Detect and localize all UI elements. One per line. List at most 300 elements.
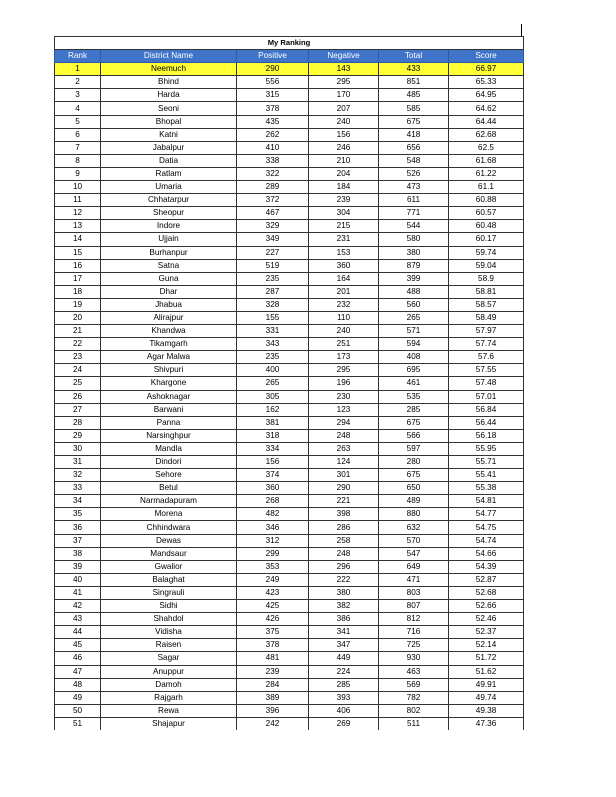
negative-cell: 347 xyxy=(309,639,379,652)
negative-cell: 221 xyxy=(309,495,379,508)
rank-cell: 32 xyxy=(55,469,101,482)
negative-cell: 296 xyxy=(309,560,379,573)
table-row xyxy=(55,547,524,560)
district-name-cell: Bhind xyxy=(101,76,237,89)
total-cell: 879 xyxy=(379,259,449,272)
table-row xyxy=(55,246,524,259)
negative-cell: 382 xyxy=(309,600,379,613)
rank-cell: 30 xyxy=(55,442,101,455)
district-name-cell: Singrauli xyxy=(101,586,237,599)
district-name-cell: Harda xyxy=(101,89,237,102)
positive-cell: 396 xyxy=(237,704,309,717)
total-cell: 695 xyxy=(379,364,449,377)
rank-cell: 12 xyxy=(55,207,101,220)
total-cell: 265 xyxy=(379,311,449,324)
total-cell: 461 xyxy=(379,377,449,390)
score-cell: 61.22 xyxy=(449,167,524,180)
score-cell: 54.39 xyxy=(449,560,524,573)
score-cell: 61.68 xyxy=(449,154,524,167)
district-name-cell: Shajapur xyxy=(101,717,237,730)
district-name-cell: Panna xyxy=(101,416,237,429)
score-cell: 59.04 xyxy=(449,259,524,272)
district-name-cell: Seoni xyxy=(101,102,237,115)
negative-cell: 240 xyxy=(309,325,379,338)
total-cell: 725 xyxy=(379,639,449,652)
negative-cell: 170 xyxy=(309,89,379,102)
score-cell: 51.72 xyxy=(449,652,524,665)
score-cell: 54.66 xyxy=(449,547,524,560)
total-cell: 569 xyxy=(379,678,449,691)
total-cell: 851 xyxy=(379,76,449,89)
total-cell: 930 xyxy=(379,652,449,665)
district-name-cell: Rewa xyxy=(101,704,237,717)
rank-cell: 13 xyxy=(55,220,101,233)
negative-cell: 285 xyxy=(309,678,379,691)
score-cell: 52.87 xyxy=(449,573,524,586)
total-cell: 675 xyxy=(379,416,449,429)
score-cell: 64.44 xyxy=(449,115,524,128)
positive-cell: 249 xyxy=(237,573,309,586)
rank-cell: 26 xyxy=(55,390,101,403)
table-row xyxy=(55,207,524,220)
negative-cell: 393 xyxy=(309,691,379,704)
rank-cell: 14 xyxy=(55,233,101,246)
total-cell: 580 xyxy=(379,233,449,246)
district-name-cell: Sheopur xyxy=(101,207,237,220)
positive-cell: 290 xyxy=(237,63,309,76)
table-row xyxy=(55,403,524,416)
table-row xyxy=(55,665,524,678)
district-name-cell: Vidisha xyxy=(101,626,237,639)
negative-cell: 263 xyxy=(309,442,379,455)
rank-cell: 31 xyxy=(55,456,101,469)
negative-cell: 286 xyxy=(309,521,379,534)
positive-cell: 331 xyxy=(237,325,309,338)
rank-cell: 2 xyxy=(55,76,101,89)
header-negative: Negative xyxy=(309,50,379,63)
negative-cell: 386 xyxy=(309,613,379,626)
rank-cell: 4 xyxy=(55,102,101,115)
rank-cell: 47 xyxy=(55,665,101,678)
positive-cell: 155 xyxy=(237,311,309,324)
table-row xyxy=(55,482,524,495)
score-cell: 54.77 xyxy=(449,508,524,521)
positive-cell: 305 xyxy=(237,390,309,403)
negative-cell: 110 xyxy=(309,311,379,324)
negative-cell: 232 xyxy=(309,298,379,311)
score-cell: 56.18 xyxy=(449,429,524,442)
table-row xyxy=(55,233,524,246)
score-cell: 52.66 xyxy=(449,600,524,613)
negative-cell: 207 xyxy=(309,102,379,115)
negative-cell: 449 xyxy=(309,652,379,665)
district-name-cell: Sagar xyxy=(101,652,237,665)
district-name-cell: Raisen xyxy=(101,639,237,652)
total-cell: 399 xyxy=(379,272,449,285)
positive-cell: 318 xyxy=(237,429,309,442)
rank-cell: 44 xyxy=(55,626,101,639)
table-row xyxy=(55,167,524,180)
table-row xyxy=(55,351,524,364)
table-title: My Ranking xyxy=(55,37,524,50)
positive-cell: 312 xyxy=(237,534,309,547)
score-cell: 58.9 xyxy=(449,272,524,285)
district-name-cell: Shivpuri xyxy=(101,364,237,377)
positive-cell: 284 xyxy=(237,678,309,691)
negative-cell: 294 xyxy=(309,416,379,429)
rank-cell: 35 xyxy=(55,508,101,521)
negative-cell: 290 xyxy=(309,482,379,495)
rank-cell: 46 xyxy=(55,652,101,665)
score-cell: 65.33 xyxy=(449,76,524,89)
district-name-cell: Ratlam xyxy=(101,167,237,180)
rank-cell: 39 xyxy=(55,560,101,573)
negative-cell: 360 xyxy=(309,259,379,272)
negative-cell: 210 xyxy=(309,154,379,167)
district-name-cell: Morena xyxy=(101,508,237,521)
positive-cell: 467 xyxy=(237,207,309,220)
district-name-cell: Guna xyxy=(101,272,237,285)
rank-cell: 33 xyxy=(55,482,101,495)
rank-cell: 5 xyxy=(55,115,101,128)
score-cell: 57.6 xyxy=(449,351,524,364)
district-name-cell: Neemuch xyxy=(101,63,237,76)
score-cell: 54.74 xyxy=(449,534,524,547)
table-row xyxy=(55,298,524,311)
rank-cell: 29 xyxy=(55,429,101,442)
positive-cell: 287 xyxy=(237,285,309,298)
score-cell: 49.74 xyxy=(449,691,524,704)
positive-cell: 315 xyxy=(237,89,309,102)
score-cell: 54.81 xyxy=(449,495,524,508)
rank-cell: 28 xyxy=(55,416,101,429)
district-name-cell: Dewas xyxy=(101,534,237,547)
total-cell: 803 xyxy=(379,586,449,599)
district-name-cell: Jhabua xyxy=(101,298,237,311)
positive-cell: 227 xyxy=(237,246,309,259)
table-row xyxy=(55,652,524,665)
score-cell: 49.91 xyxy=(449,678,524,691)
negative-cell: 295 xyxy=(309,364,379,377)
negative-cell: 164 xyxy=(309,272,379,285)
total-cell: 473 xyxy=(379,181,449,194)
negative-cell: 240 xyxy=(309,115,379,128)
table-row xyxy=(55,141,524,154)
district-name-cell: Mandsaur xyxy=(101,547,237,560)
positive-cell: 378 xyxy=(237,639,309,652)
positive-cell: 343 xyxy=(237,338,309,351)
positive-cell: 235 xyxy=(237,272,309,285)
table-row xyxy=(55,678,524,691)
negative-cell: 251 xyxy=(309,338,379,351)
positive-cell: 556 xyxy=(237,76,309,89)
total-cell: 547 xyxy=(379,547,449,560)
district-name-cell: Sidhi xyxy=(101,600,237,613)
score-cell: 52.14 xyxy=(449,639,524,652)
positive-cell: 389 xyxy=(237,691,309,704)
district-name-cell: Satna xyxy=(101,259,237,272)
positive-cell: 360 xyxy=(237,482,309,495)
table-row xyxy=(55,259,524,272)
total-cell: 511 xyxy=(379,717,449,730)
score-cell: 66.97 xyxy=(449,63,524,76)
negative-cell: 239 xyxy=(309,194,379,207)
table-row xyxy=(55,495,524,508)
rank-cell: 20 xyxy=(55,311,101,324)
total-cell: 571 xyxy=(379,325,449,338)
score-cell: 64.95 xyxy=(449,89,524,102)
positive-cell: 435 xyxy=(237,115,309,128)
rank-cell: 23 xyxy=(55,351,101,364)
negative-cell: 215 xyxy=(309,220,379,233)
total-cell: 489 xyxy=(379,495,449,508)
district-name-cell: Khandwa xyxy=(101,325,237,338)
positive-cell: 519 xyxy=(237,259,309,272)
table-row xyxy=(55,154,524,167)
score-cell: 55.71 xyxy=(449,456,524,469)
header-positive: Positive xyxy=(237,50,309,63)
total-cell: 716 xyxy=(379,626,449,639)
rank-cell: 1 xyxy=(55,63,101,76)
total-cell: 880 xyxy=(379,508,449,521)
total-cell: 408 xyxy=(379,351,449,364)
positive-cell: 239 xyxy=(237,665,309,678)
header-district-name: District Name xyxy=(101,50,237,63)
total-cell: 560 xyxy=(379,298,449,311)
table-row xyxy=(55,442,524,455)
table-row xyxy=(55,102,524,115)
positive-cell: 425 xyxy=(237,600,309,613)
district-name-cell: Anuppur xyxy=(101,665,237,678)
district-name-cell: Dindori xyxy=(101,456,237,469)
total-cell: 544 xyxy=(379,220,449,233)
table-row xyxy=(55,717,524,730)
negative-cell: 184 xyxy=(309,181,379,194)
total-cell: 585 xyxy=(379,102,449,115)
table-row xyxy=(55,429,524,442)
score-cell: 52.37 xyxy=(449,626,524,639)
district-name-cell: Umaria xyxy=(101,181,237,194)
negative-cell: 258 xyxy=(309,534,379,547)
table-row xyxy=(55,128,524,141)
positive-cell: 329 xyxy=(237,220,309,233)
total-cell: 807 xyxy=(379,600,449,613)
table-row xyxy=(55,469,524,482)
total-cell: 535 xyxy=(379,390,449,403)
total-cell: 380 xyxy=(379,246,449,259)
table-row xyxy=(55,626,524,639)
table-row xyxy=(55,364,524,377)
score-cell: 55.41 xyxy=(449,469,524,482)
district-name-cell: Ujjain xyxy=(101,233,237,246)
positive-cell: 262 xyxy=(237,128,309,141)
score-cell: 57.48 xyxy=(449,377,524,390)
negative-cell: 341 xyxy=(309,626,379,639)
district-name-cell: Ashoknagar xyxy=(101,390,237,403)
positive-cell: 265 xyxy=(237,377,309,390)
table-row xyxy=(55,456,524,469)
total-cell: 526 xyxy=(379,167,449,180)
district-name-cell: Rajgarh xyxy=(101,691,237,704)
district-name-cell: Agar Malwa xyxy=(101,351,237,364)
rank-cell: 38 xyxy=(55,547,101,560)
total-cell: 280 xyxy=(379,456,449,469)
score-cell: 47.36 xyxy=(449,717,524,730)
table-row xyxy=(55,311,524,324)
rank-cell: 51 xyxy=(55,717,101,730)
total-cell: 566 xyxy=(379,429,449,442)
score-cell: 61.1 xyxy=(449,181,524,194)
score-cell: 58.49 xyxy=(449,311,524,324)
score-cell: 52.46 xyxy=(449,613,524,626)
table-row xyxy=(55,63,524,76)
negative-cell: 201 xyxy=(309,285,379,298)
positive-cell: 289 xyxy=(237,181,309,194)
positive-cell: 162 xyxy=(237,403,309,416)
header-rank: Rank xyxy=(55,50,101,63)
negative-cell: 123 xyxy=(309,403,379,416)
positive-cell: 375 xyxy=(237,626,309,639)
rank-cell: 50 xyxy=(55,704,101,717)
positive-cell: 481 xyxy=(237,652,309,665)
district-name-cell: Dhar xyxy=(101,285,237,298)
rank-cell: 25 xyxy=(55,377,101,390)
total-cell: 812 xyxy=(379,613,449,626)
total-cell: 548 xyxy=(379,154,449,167)
total-cell: 471 xyxy=(379,573,449,586)
district-name-cell: Khargone xyxy=(101,377,237,390)
district-name-cell: Shahdol xyxy=(101,613,237,626)
total-cell: 485 xyxy=(379,89,449,102)
rank-cell: 41 xyxy=(55,586,101,599)
table-row xyxy=(55,194,524,207)
score-cell: 58.57 xyxy=(449,298,524,311)
rank-cell: 34 xyxy=(55,495,101,508)
district-name-cell: Chhatarpur xyxy=(101,194,237,207)
table-row xyxy=(55,181,524,194)
positive-cell: 372 xyxy=(237,194,309,207)
score-cell: 52.68 xyxy=(449,586,524,599)
negative-cell: 248 xyxy=(309,429,379,442)
positive-cell: 235 xyxy=(237,351,309,364)
total-cell: 656 xyxy=(379,141,449,154)
score-cell: 55.95 xyxy=(449,442,524,455)
table-row xyxy=(55,600,524,613)
district-name-cell: Indore xyxy=(101,220,237,233)
rank-cell: 9 xyxy=(55,167,101,180)
score-cell: 57.01 xyxy=(449,390,524,403)
score-cell: 56.84 xyxy=(449,403,524,416)
positive-cell: 423 xyxy=(237,586,309,599)
rank-cell: 45 xyxy=(55,639,101,652)
rank-cell: 16 xyxy=(55,259,101,272)
total-cell: 488 xyxy=(379,285,449,298)
district-name-cell: Chhindwara xyxy=(101,521,237,534)
score-cell: 62.68 xyxy=(449,128,524,141)
total-cell: 782 xyxy=(379,691,449,704)
score-cell: 51.62 xyxy=(449,665,524,678)
district-name-cell: Sehore xyxy=(101,469,237,482)
score-cell: 59.74 xyxy=(449,246,524,259)
total-cell: 285 xyxy=(379,403,449,416)
header-score: Score xyxy=(449,50,524,63)
positive-cell: 242 xyxy=(237,717,309,730)
district-name-cell: Bhopal xyxy=(101,115,237,128)
rank-cell: 43 xyxy=(55,613,101,626)
negative-cell: 204 xyxy=(309,167,379,180)
score-cell: 57.97 xyxy=(449,325,524,338)
total-cell: 650 xyxy=(379,482,449,495)
total-cell: 632 xyxy=(379,521,449,534)
positive-cell: 338 xyxy=(237,154,309,167)
table-row xyxy=(55,76,524,89)
total-cell: 675 xyxy=(379,469,449,482)
table-row xyxy=(55,508,524,521)
district-name-cell: Narsinghpur xyxy=(101,429,237,442)
total-cell: 611 xyxy=(379,194,449,207)
table-row xyxy=(55,639,524,652)
score-cell: 58.81 xyxy=(449,285,524,298)
score-cell: 60.88 xyxy=(449,194,524,207)
table-row xyxy=(55,89,524,102)
positive-cell: 374 xyxy=(237,469,309,482)
rank-cell: 48 xyxy=(55,678,101,691)
table-header-row xyxy=(55,50,524,63)
negative-cell: 295 xyxy=(309,76,379,89)
ranking-table-container xyxy=(54,36,523,730)
negative-cell: 246 xyxy=(309,141,379,154)
total-cell: 433 xyxy=(379,63,449,76)
positive-cell: 378 xyxy=(237,102,309,115)
district-name-cell: Betul xyxy=(101,482,237,495)
negative-cell: 153 xyxy=(309,246,379,259)
positive-cell: 346 xyxy=(237,521,309,534)
total-cell: 463 xyxy=(379,665,449,678)
negative-cell: 143 xyxy=(309,63,379,76)
ranking-table xyxy=(54,36,524,730)
score-cell: 60.17 xyxy=(449,233,524,246)
positive-cell: 353 xyxy=(237,560,309,573)
score-cell: 57.74 xyxy=(449,338,524,351)
rank-cell: 3 xyxy=(55,89,101,102)
score-cell: 54.75 xyxy=(449,521,524,534)
negative-cell: 222 xyxy=(309,573,379,586)
positive-cell: 299 xyxy=(237,547,309,560)
district-name-cell: Mandla xyxy=(101,442,237,455)
rank-cell: 42 xyxy=(55,600,101,613)
negative-cell: 230 xyxy=(309,390,379,403)
positive-cell: 482 xyxy=(237,508,309,521)
rank-cell: 49 xyxy=(55,691,101,704)
total-cell: 570 xyxy=(379,534,449,547)
negative-cell: 224 xyxy=(309,665,379,678)
table-row xyxy=(55,613,524,626)
total-cell: 649 xyxy=(379,560,449,573)
rank-cell: 21 xyxy=(55,325,101,338)
table-row xyxy=(55,586,524,599)
score-cell: 57.55 xyxy=(449,364,524,377)
total-cell: 675 xyxy=(379,115,449,128)
rank-cell: 8 xyxy=(55,154,101,167)
rank-cell: 15 xyxy=(55,246,101,259)
district-name-cell: Jabalpur xyxy=(101,141,237,154)
table-row xyxy=(55,704,524,717)
table-row xyxy=(55,285,524,298)
table-row xyxy=(55,115,524,128)
rank-cell: 37 xyxy=(55,534,101,547)
positive-cell: 328 xyxy=(237,298,309,311)
score-cell: 64.62 xyxy=(449,102,524,115)
